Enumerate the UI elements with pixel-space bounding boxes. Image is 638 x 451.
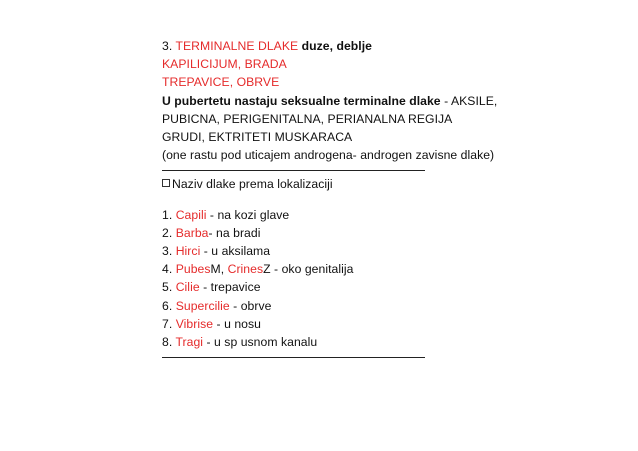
list-item <box>162 333 492 351</box>
list-item-term: Hirci <box>175 244 201 259</box>
divider-bottom <box>162 357 425 358</box>
list-item-number: 3. <box>162 244 176 259</box>
list-item-term: Vibrise <box>175 316 214 331</box>
list-item-number: 6. <box>162 298 176 313</box>
list-item-description: - trepavice <box>199 280 261 295</box>
puberty-line-3: GRUDI, EKTRITETI MUSKARACA <box>162 130 353 145</box>
list-item-description: - na kozi glave <box>206 207 290 222</box>
list-item-number: 4. <box>162 262 176 277</box>
list-item-number: 1. <box>162 207 176 222</box>
list-item-description: Z - oko genitalija <box>263 262 354 277</box>
divider-top <box>162 170 425 171</box>
puberty-line-1 <box>162 92 498 110</box>
section-title-text: Naziv dlake prema lokalizaciji <box>172 177 333 192</box>
list-item <box>162 297 492 315</box>
list-item-description: - obrve <box>229 298 272 313</box>
square-bullet-icon <box>162 179 170 187</box>
list-item-term: Barba <box>175 225 209 240</box>
list-item-term: Pubes <box>175 262 211 277</box>
spacer <box>162 194 492 206</box>
list-item-term: Supercilie <box>175 298 230 313</box>
puberty-rest-text: - AKSILE, <box>440 93 498 108</box>
heading-subtitle: duze, deblje <box>301 39 372 53</box>
puberty-bold-text: U pubertetu nastaju seksualne terminalne dlake <box>162 93 441 108</box>
puberty-line-2: PUBICNA, PERIGENITALNA, PERIANALNA REGIJA <box>162 111 453 126</box>
list-item-description: - u nosu <box>213 316 261 331</box>
list-item-description: - u aksilama <box>200 244 271 259</box>
list-item-number: 7. <box>162 316 176 331</box>
list-item <box>162 260 492 278</box>
list-item <box>162 224 492 242</box>
list-item-term: Capili <box>175 207 207 222</box>
heading-number: 3. <box>162 39 173 53</box>
heading-line-3: TREPAVICE, OBRVE <box>162 75 280 90</box>
list-item <box>162 206 492 224</box>
list-item-middle: M, <box>210 262 228 277</box>
list-item-term: Tragi <box>175 335 204 350</box>
heading-line-2: KAPILICIJUM, BRADA <box>162 57 287 72</box>
list-item-term: Cilie <box>175 280 200 295</box>
list-item-number: 2. <box>162 225 176 240</box>
slide-content <box>162 37 498 358</box>
list-item-description: - u sp usnom kanalu <box>203 335 318 350</box>
section-title <box>162 175 492 193</box>
list-item <box>162 278 492 296</box>
list-item-number: 8. <box>162 335 176 350</box>
hair-list <box>162 206 492 352</box>
list-item <box>162 315 492 333</box>
list-item-description: - na bradi <box>208 225 261 240</box>
list-item <box>162 242 492 260</box>
heading-line-1 <box>162 37 492 55</box>
puberty-line-4: (one rastu pod uticajem androgena- androgen zavisne dlake) <box>162 148 495 163</box>
list-item-number: 5. <box>162 280 176 295</box>
list-item-term-2: Crines <box>227 262 264 277</box>
heading-title: TERMINALNE DLAKE <box>175 39 299 53</box>
